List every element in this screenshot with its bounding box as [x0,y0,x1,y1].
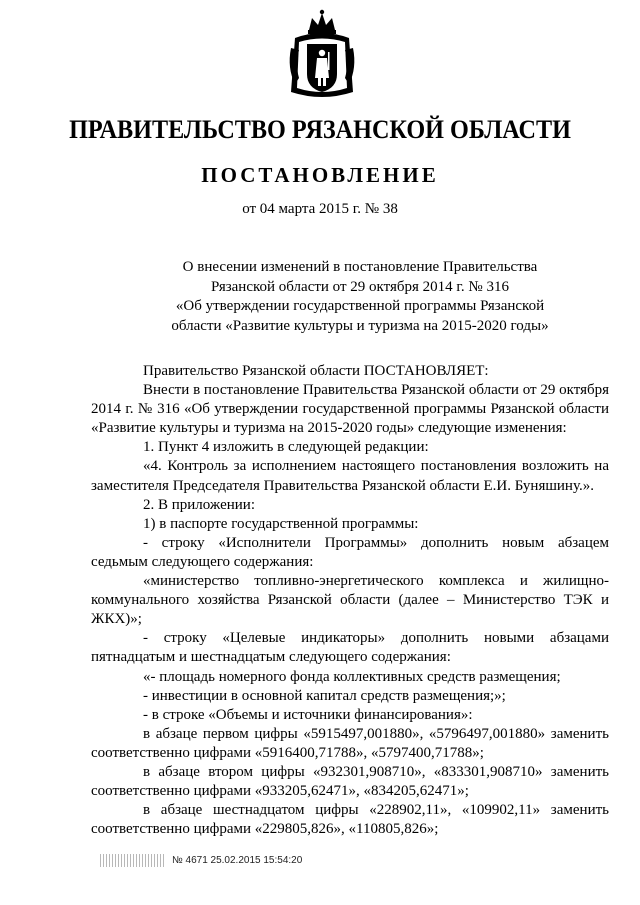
document-subject [150,258,570,336]
paragraph: - инвестиции в основной капитал средств размещения;»; [143,687,506,704]
paragraph: Внести в постановление Правительства Рязанской области от 29 октября 2014 г. № 316 «Об утверждении государственной программы Рязанской области «Развитие культуры и туризма на 2015-2020 годы» следующие изменения: [91,382,609,437]
paragraph: - в строке «Объемы и источники финансирования»: [143,706,473,723]
subject-line: области «Развитие культуры и туризма на 2015-2020 годы» [171,317,549,334]
document-type: ПОСТАНОВЛЕНИЕ [201,163,439,187]
barcode-stamp [100,854,166,867]
paragraph: в абзаце шестнадцатом цифры «228902,11», «109902,11» заменить соответственно цифрами «229805,826», «110805,826»; [91,802,609,838]
registration-footer [100,852,302,868]
paragraph: 2. В приложении: [143,496,255,513]
document-body [91,362,609,839]
paragraph: «4. Контроль за исполнением настоящего постановления возложить на заместителя Председателя Правительства Рязанской области Е.И. Буняшину.». [91,458,609,494]
document-date-number: от 04 марта 2015 г. № 38 [242,201,398,217]
subject-line: Рязанской области от 29 октября 2014 г. № 316 [211,278,509,295]
government-title: ПРАВИТЕЛЬСТВО РЯЗАНСКОЙ ОБЛАСТИ [69,115,571,144]
paragraph: 1. Пункт 4 изложить в следующей редакции: [143,439,429,456]
ryazan-coat-of-arms-emblem [287,8,357,104]
subject-line: «Об утверждении государственной программы Рязанской [175,298,545,314]
paragraph: - строку «Исполнители Программы» дополнить новым абзацем седьмым следующего содержания: [91,534,609,570]
paragraph: - строку «Целевые индикаторы» дополнить новыми абзацами пятнадцатым и шестнадцатым следующего содержания: [91,630,609,666]
coat-of-arms-icon [287,8,357,104]
paragraph: 1) в паспорте государственной программы: [143,515,419,532]
paragraph: «- площадь номерного фонда коллективных средств размещения; [143,668,561,685]
registration-number: № 4671 25.02.2015 15:54:20 [172,854,303,866]
paragraph: Правительство Рязанской области ПОСТАНОВЛЯЕТ: [143,363,489,379]
paragraph: в абзаце втором цифры «932301,908710», «833301,908710» заменить соответственно цифрами «933205,62471», «834205,62471»; [91,763,609,800]
paragraph: «министерство топливно-энергетического комплекса и жилищно-коммунального хозяйства Рязанской области (далее – Министерство ТЭК и ЖКХ)»; [91,573,609,628]
paragraph: в абзаце первом цифры «5915497,001880», «5796497,001880» заменить соответственно цифрами «5916400,71788», «5797400,71788»; [91,725,609,761]
subject-line: О внесении изменений в постановление Правительства [182,259,538,275]
